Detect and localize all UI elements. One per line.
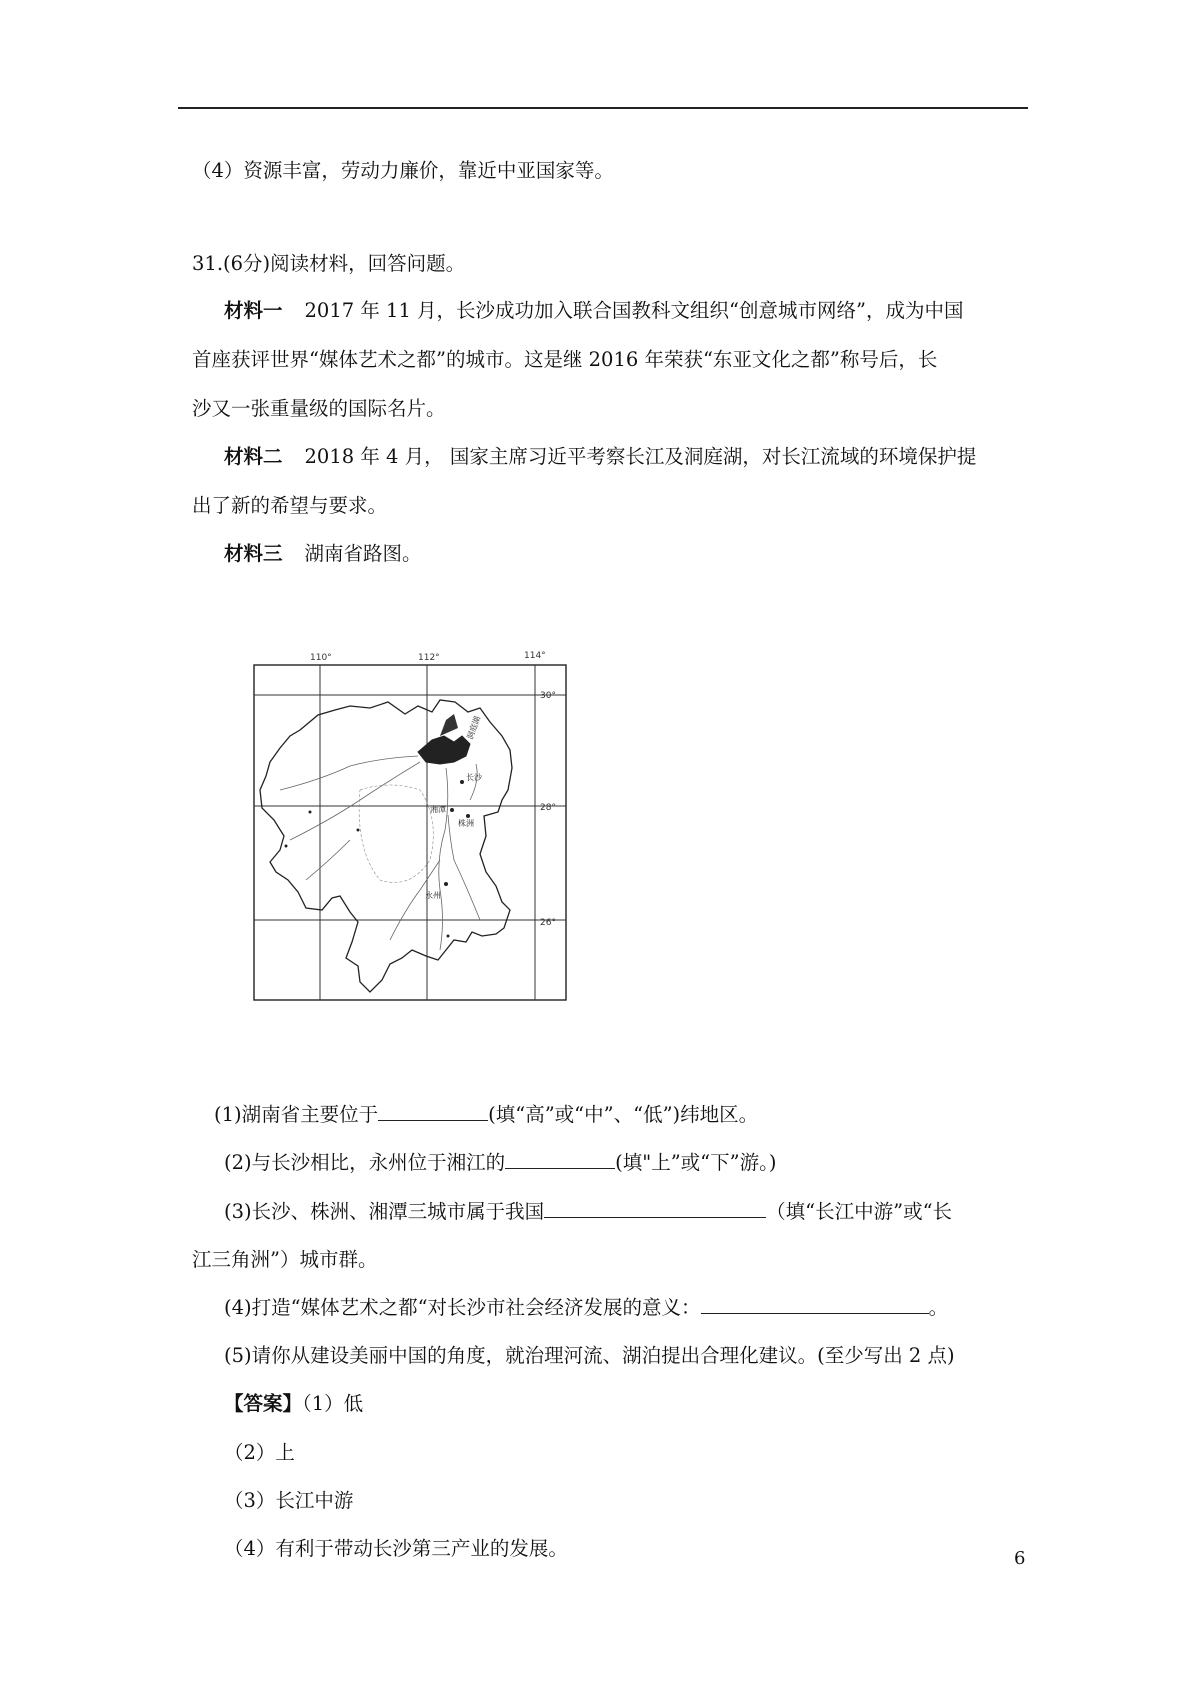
question-4 <box>224 1295 948 1321</box>
lat-label-28: 28° <box>540 803 556 813</box>
answer-label: 【答案】 <box>224 1392 303 1415</box>
map-grid <box>254 665 566 1000</box>
question-4-blank[interactable] <box>701 1295 929 1314</box>
hunan-map <box>240 640 580 1015</box>
answer-2: （2）上 <box>224 1441 295 1464</box>
map-frame <box>254 665 566 1000</box>
question-3-line-1 <box>224 1199 952 1225</box>
previous-answer-4: （4）资源丰富，劳动力廉价，靠近中亚国家等。 <box>192 159 614 182</box>
question-31-title: 31.(6分)阅读材料，回答问题。 <box>192 252 466 275</box>
lat-label-30: 30° <box>540 691 556 701</box>
question-1-post: (填“高”或“中”、“低”)纬地区。 <box>488 1103 759 1126</box>
material-1-line-3: 沙又一张重量级的国际名片。 <box>192 397 446 420</box>
question-3-blank[interactable] <box>544 1199 766 1218</box>
place-label-yongzhou: 永州 <box>425 891 441 900</box>
question-4-post: 。 <box>928 1296 949 1319</box>
question-2-blank[interactable] <box>505 1150 615 1169</box>
place-label-dongting: 洞庭湖 <box>465 715 483 741</box>
material-2-text-1: 2018 年 4 月， 国家主席习近平考察长江及洞庭湖，对长江流域的环境保护提 <box>304 445 977 468</box>
answer-1: （1）低 <box>302 1392 364 1415</box>
answer-4: （4）有利于带动长沙第三产业的发展。 <box>224 1537 568 1560</box>
place-label-changsha: 长沙 <box>466 773 482 782</box>
material-2-label: 材料二 <box>224 445 283 468</box>
question-2-post: (填"上”或“下”游。) <box>615 1151 777 1174</box>
material-1-label: 材料一 <box>224 299 283 322</box>
question-4-pre: (4)打造“媒体艺术之都“对长沙市社会经济发展的意义： <box>224 1296 701 1319</box>
hunan-province-outline <box>260 700 512 992</box>
question-1 <box>214 1102 758 1128</box>
hunan-map-svg <box>240 640 580 1015</box>
question-1-blank[interactable] <box>378 1102 488 1121</box>
page-number: 6 <box>1014 1548 1026 1569</box>
map-rivers <box>280 756 480 950</box>
material-3-text: 湖南省路图。 <box>304 542 422 565</box>
material-1-line-1 <box>224 298 964 324</box>
lon-label-112: 112° <box>418 653 440 663</box>
place-label-zhuzhou: 株洲 <box>458 819 474 828</box>
lon-label-110: 110° <box>310 653 332 663</box>
material-3-line <box>224 541 422 567</box>
answer-1-line <box>224 1391 363 1417</box>
lat-label-26: 26° <box>540 918 556 928</box>
question-1-pre: (1)湖南省主要位于 <box>214 1103 379 1126</box>
question-3-pre: (3)长沙、株洲、湘潭三城市属于我国 <box>224 1200 545 1223</box>
region-boundary <box>359 785 433 883</box>
lake-north-shade <box>440 714 458 736</box>
material-2-line-2: 出了新的希望与要求。 <box>192 494 388 517</box>
question-2-pre: (2)与长沙相比，永州位于湘江的 <box>224 1151 506 1174</box>
answer-3: （3）长江中游 <box>224 1489 354 1512</box>
lon-label-114: 114° <box>524 651 546 661</box>
place-label-xiangtan: 湘潭 <box>430 805 446 814</box>
material-1-text-1: 2017 年 11 月，长沙成功加入联合国教科文组织“创意城市网络”，成为中国 <box>304 299 964 322</box>
question-2 <box>224 1150 776 1176</box>
question-5: (5)请你从建设美丽中国的角度，就治理河流、湖泊提出合理化建议。(至少写出 2 点) <box>224 1344 955 1367</box>
header-rule <box>178 107 1028 109</box>
material-1-line-2: 首座获评世界“媒体艺术之都”的城市。这是继 2016 年荣获“东亚文化之都”称号后，长 <box>192 348 938 371</box>
question-3-line-2: 江三角洲”）城市群。 <box>192 1248 378 1271</box>
material-2-line-1 <box>224 444 976 470</box>
material-3-label: 材料三 <box>224 542 283 565</box>
question-3-post: （填“长江中游”或“长 <box>766 1200 953 1223</box>
dongting-lake <box>418 736 470 764</box>
